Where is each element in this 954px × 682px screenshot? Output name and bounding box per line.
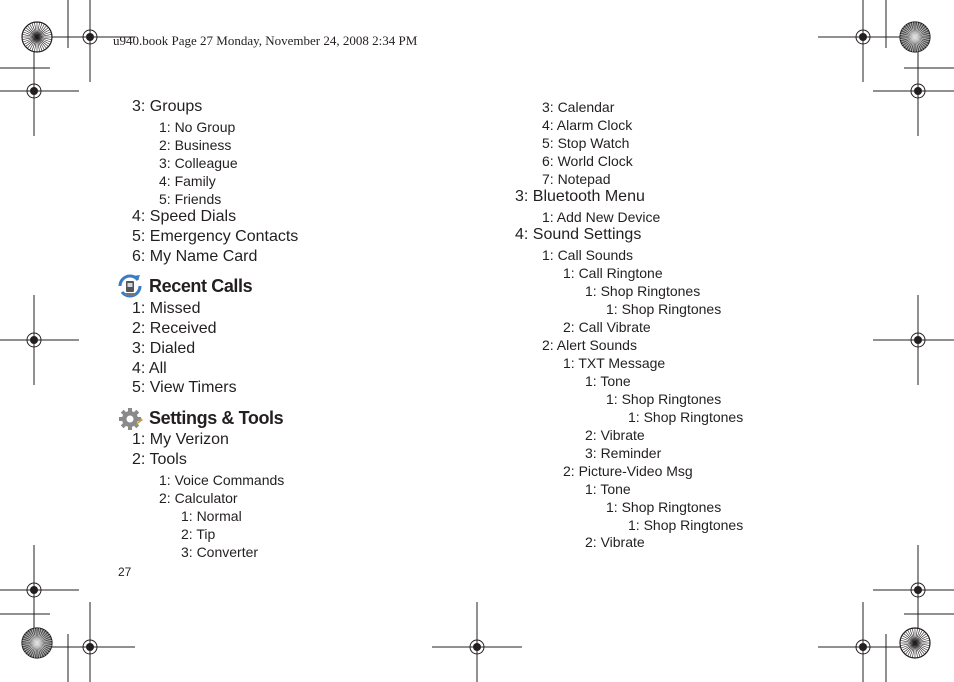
menu-item: 1: My Verizon (132, 431, 229, 448)
menu-item: 4: Family (159, 173, 216, 189)
settings-gear-icon (117, 406, 145, 430)
menu-item: 3: Reminder (585, 445, 662, 461)
crosshair-target-icon (0, 545, 79, 635)
menu-item: 1: Normal (181, 508, 242, 524)
menu-item: 1: Add New Device (542, 209, 661, 225)
menu-item: 3: Converter (181, 544, 259, 560)
menu-item: 2: Vibrate (585, 427, 645, 443)
menu-item: 2: Tip (181, 526, 216, 542)
menu-item: 1: Voice Commands (159, 472, 285, 488)
menu-item: 3: Dialed (132, 340, 196, 357)
registration-sunburst-icon (900, 22, 930, 52)
menu-item: 5: Friends (159, 191, 222, 207)
menu-item: 5: Stop Watch (542, 135, 630, 151)
recent-calls-title: Recent Calls (149, 276, 253, 296)
menu-item: 7: Notepad (542, 171, 611, 187)
menu-item: 2: Business (159, 137, 232, 153)
menu-item: 6: World Clock (542, 153, 633, 169)
crosshair-target-icon (873, 46, 954, 136)
crosshair-target-icon (873, 295, 954, 385)
menu-item: 2: Received (132, 320, 217, 337)
print-header: u940.book Page 27 Monday, November 24, 2008 2:34 PM (113, 33, 418, 48)
menu-item: 1: No Group (159, 119, 236, 135)
menu-item: 1: Shop Ringtones (606, 301, 722, 317)
registration-sunburst-icon (22, 22, 52, 52)
crosshair-target-icon (0, 295, 79, 385)
menu-item: 1: TXT Message (563, 355, 666, 371)
crosshair-target-icon (0, 46, 79, 136)
menu-item: 1: Shop Ringtones (628, 517, 744, 533)
menu-item: 1: Shop Ringtones (628, 409, 744, 425)
menu-item: 3: Bluetooth Menu (515, 188, 645, 205)
page-number: 27 (118, 565, 132, 579)
menu-item: 1: Shop Ringtones (606, 499, 722, 515)
menu-item: 1: Tone (585, 481, 631, 497)
registration-sunburst-icon (900, 628, 930, 658)
menu-item: 2: Vibrate (585, 534, 645, 550)
menu-item: 2: Alert Sounds (542, 337, 637, 353)
crosshair-target-icon (432, 602, 522, 682)
menu-item: 1: Call Sounds (542, 247, 634, 263)
menu-item: 1: Tone (585, 373, 631, 389)
menu-item: 1: Call Ringtone (563, 265, 663, 281)
menu-item: 2: Calculator (159, 490, 238, 506)
menu-item: 1: Missed (132, 300, 201, 317)
crosshair-target-icon (873, 545, 954, 635)
crosshair-target-icon (818, 0, 908, 82)
menu-item: 1: Shop Ringtones (585, 283, 701, 299)
recent-calls-icon (116, 274, 144, 298)
menu-item: 4: Speed Dials (132, 208, 237, 225)
settings-tools-title: Settings & Tools (149, 408, 284, 428)
menu-item: 1: Shop Ringtones (606, 391, 722, 407)
menu-item: 2: Tools (132, 451, 187, 468)
menu-item: 3: Calendar (542, 99, 615, 115)
menu-item: 4: Alarm Clock (542, 117, 633, 133)
menu-item: 4: All (132, 360, 167, 377)
menu-item: 2: Call Vibrate (563, 319, 651, 335)
menu-item: 3: Groups (132, 98, 203, 115)
menu-item: 5: View Timers (132, 379, 237, 396)
menu-item: 5: Emergency Contacts (132, 228, 299, 245)
menu-item: 6: My Name Card (132, 248, 258, 265)
menu-item: 2: Picture-Video Msg (563, 463, 693, 479)
menu-item: 4: Sound Settings (515, 226, 642, 243)
menu-item: 3: Colleague (159, 155, 238, 171)
crosshair-target-icon (45, 602, 135, 682)
crosshair-target-icon (818, 602, 908, 682)
registration-sunburst-icon (22, 628, 52, 658)
